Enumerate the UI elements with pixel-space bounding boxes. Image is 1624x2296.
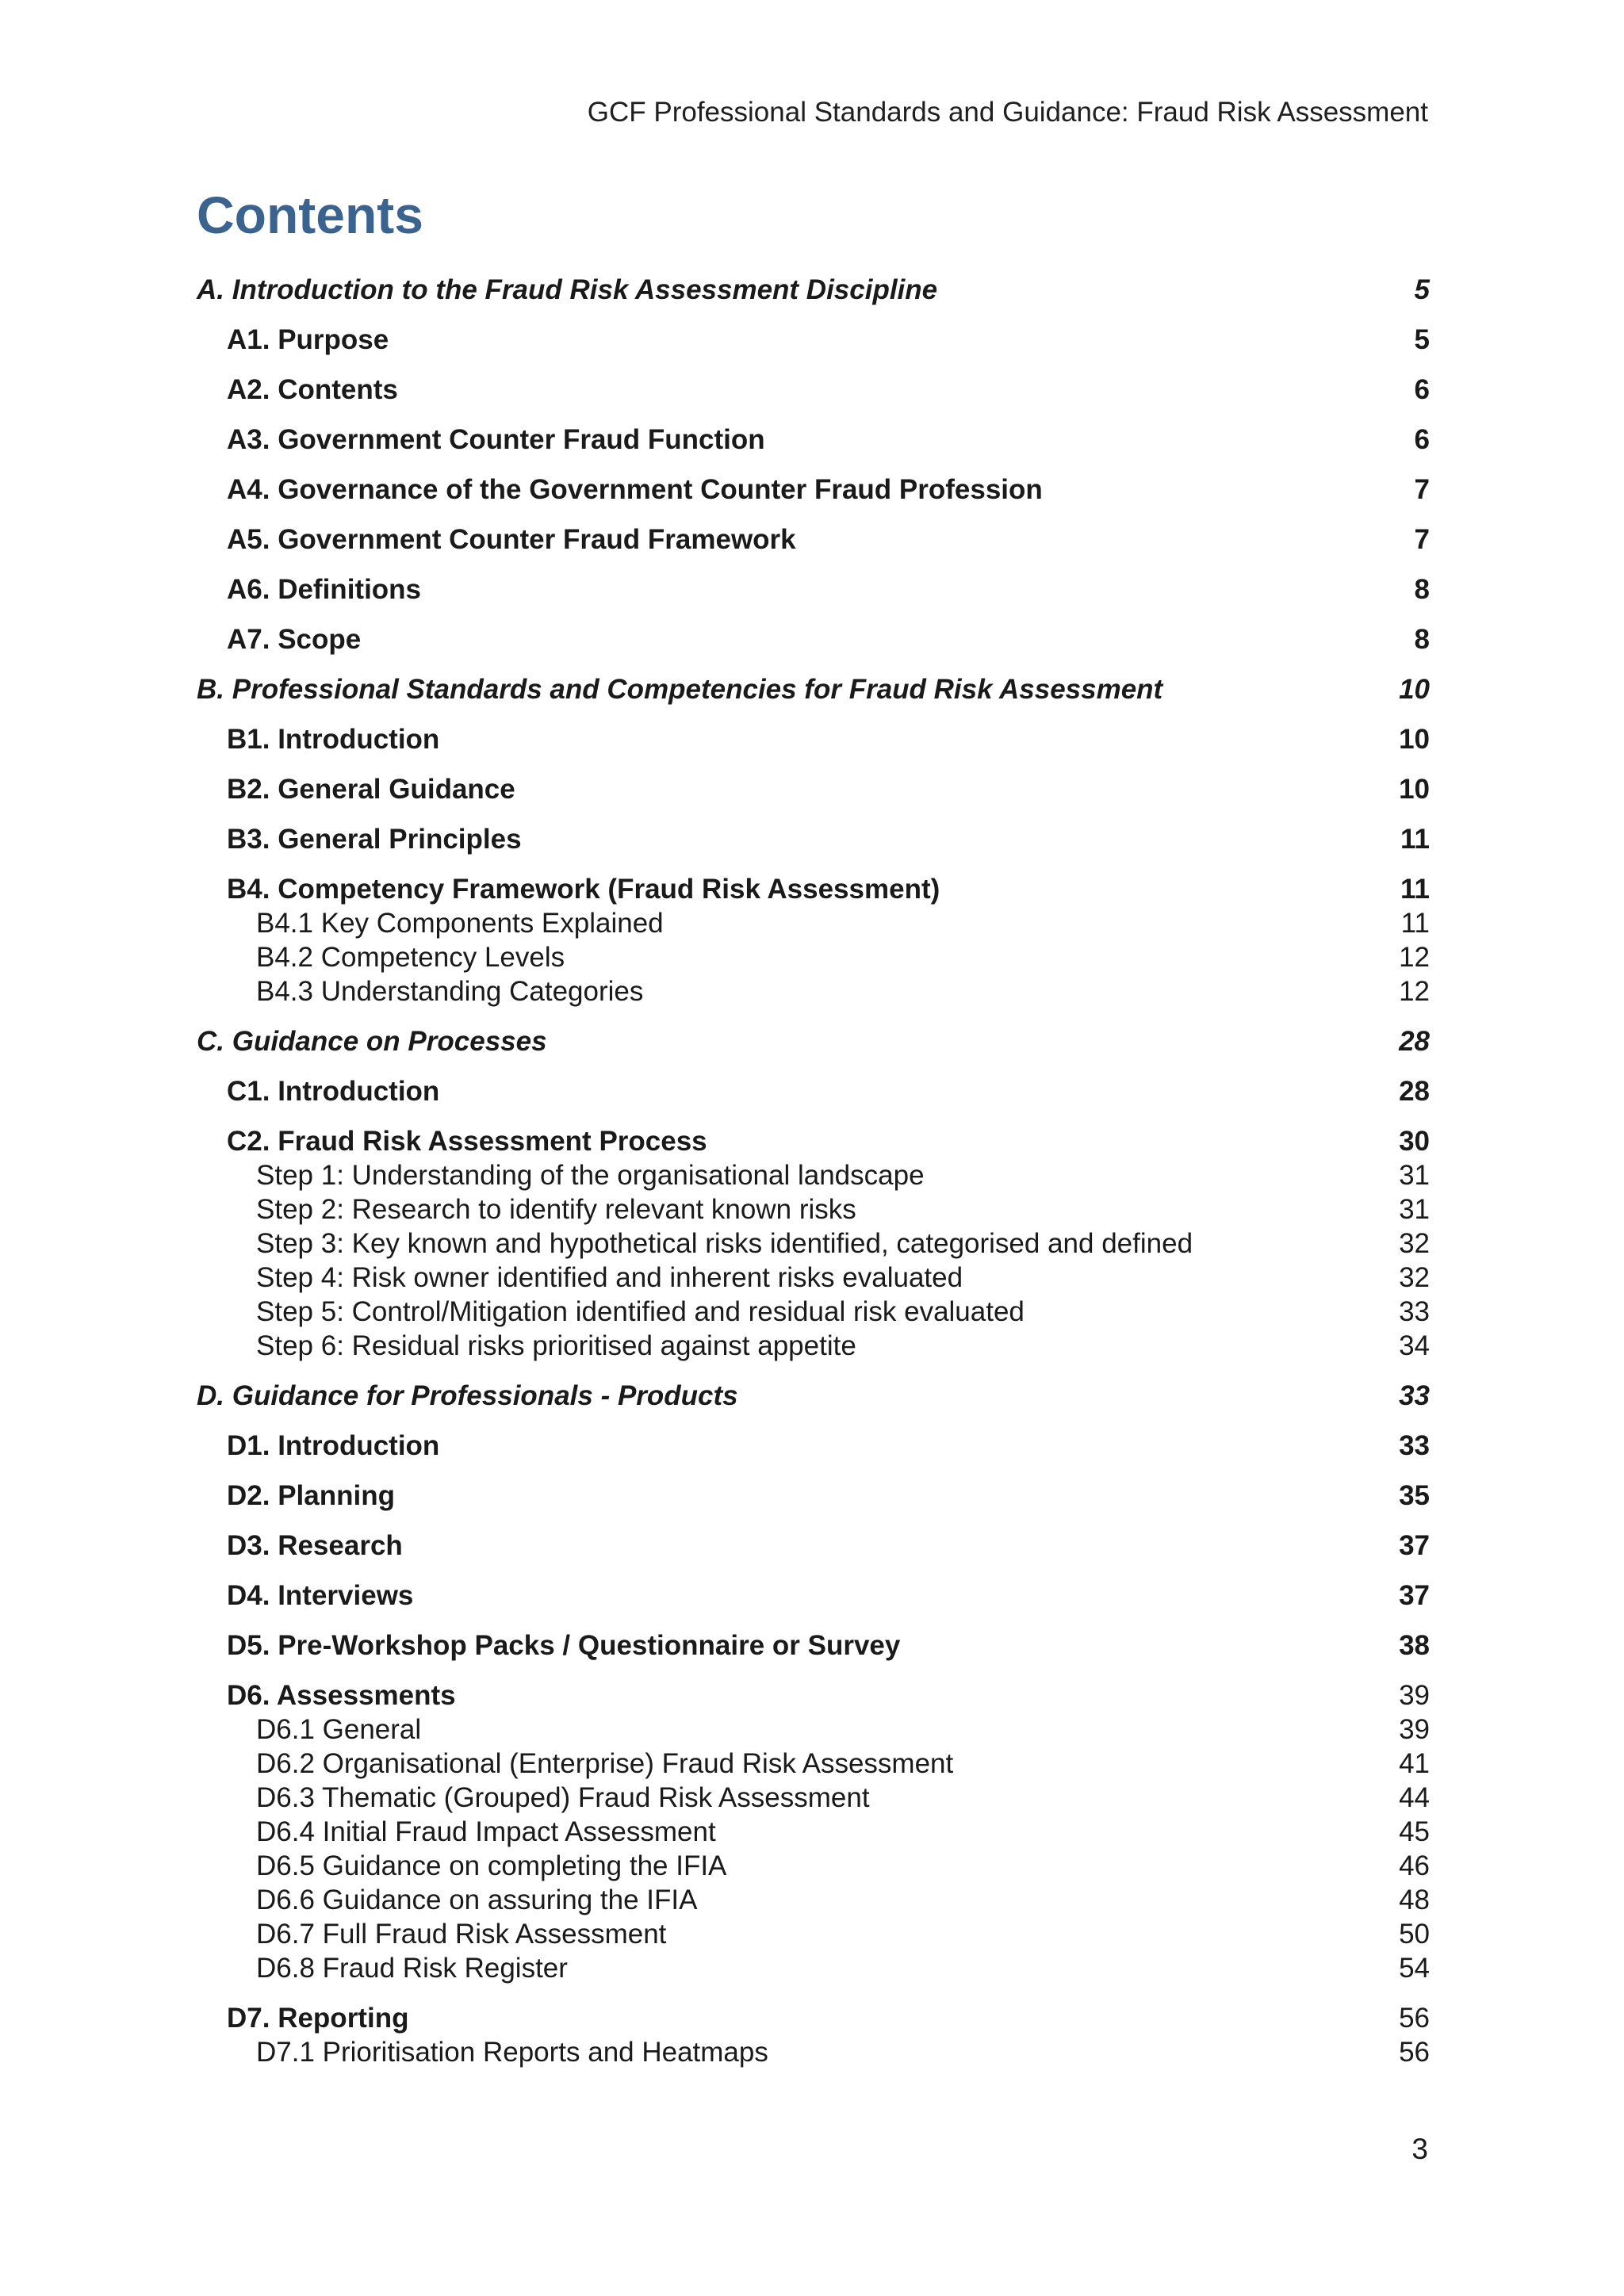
- toc-entry-title: B1. Introduction: [227, 724, 440, 755]
- toc-entry-title: D4. Interviews: [227, 1580, 414, 1611]
- toc-entry-title: D3. Research: [227, 1530, 403, 1561]
- toc-entry-title: D7.1 Prioritisation Reports and Heatmaps: [256, 2037, 768, 2068]
- toc-entry-page: 11: [1400, 824, 1430, 855]
- toc-entry-page: 7: [1414, 474, 1430, 505]
- toc-entry-title: B4.1 Key Components Explained: [256, 908, 664, 939]
- toc-item[interactable]: [197, 572, 1430, 607]
- toc-entry-page: 48: [1399, 1885, 1430, 1915]
- toc-subitem[interactable]: [197, 1261, 1430, 1295]
- toc-entry-page: 46: [1399, 1850, 1430, 1881]
- toc-entry-page: 28: [1399, 1026, 1430, 1057]
- toc-entry-page: 35: [1399, 1480, 1430, 1511]
- toc-item[interactable]: [197, 1678, 1430, 1712]
- toc-entry-title: A1. Purpose: [227, 324, 389, 355]
- toc-entry-title: C. Guidance on Processes: [197, 1026, 547, 1057]
- toc-entry-title: Step 2: Research to identify relevant known risks: [256, 1194, 856, 1225]
- toc-item[interactable]: [197, 473, 1430, 507]
- toc-item[interactable]: [197, 1124, 1430, 1158]
- toc-item[interactable]: [197, 1429, 1430, 1463]
- toc-entry-page: 5: [1414, 324, 1430, 355]
- toc-item[interactable]: [197, 772, 1430, 806]
- page-title: Contents: [197, 186, 423, 244]
- toc-subitem[interactable]: [197, 1951, 1430, 1985]
- table-of-contents: [197, 273, 1430, 2069]
- toc-entry-title: Step 6: Residual risks prioritised against appetite: [256, 1330, 856, 1361]
- toc-subitem[interactable]: [197, 1883, 1430, 1917]
- toc-entry-page: 33: [1399, 1430, 1430, 1461]
- toc-item[interactable]: [197, 1578, 1430, 1613]
- toc-entry-page: 11: [1400, 874, 1430, 905]
- toc-entry-page: 12: [1399, 942, 1430, 973]
- toc-entry-page: 11: [1400, 908, 1430, 939]
- toc-entry-page: 30: [1399, 1126, 1430, 1157]
- toc-entry-page: 10: [1399, 674, 1430, 705]
- toc-subitem[interactable]: [197, 1295, 1430, 1329]
- toc-item[interactable]: [197, 2001, 1430, 2035]
- toc-section[interactable]: [197, 672, 1430, 706]
- toc-item[interactable]: [197, 1479, 1430, 1513]
- toc-item[interactable]: [197, 1628, 1430, 1663]
- toc-entry-page: 44: [1399, 1782, 1430, 1813]
- toc-entry-page: 5: [1414, 274, 1430, 305]
- toc-entry-page: 37: [1399, 1530, 1430, 1561]
- toc-entry-page: 31: [1399, 1194, 1430, 1225]
- toc-entry-title: B2. General Guidance: [227, 774, 515, 805]
- toc-entry-title: Step 4: Risk owner identified and inherent risks evaluated: [256, 1262, 963, 1293]
- toc-subitem[interactable]: [197, 1849, 1430, 1883]
- toc-entry-page: 39: [1399, 1714, 1430, 1745]
- toc-entry-title: A5. Government Counter Fraud Framework: [227, 524, 796, 555]
- toc-entry-title: Step 1: Understanding of the organisational landscape: [256, 1160, 925, 1191]
- toc-section[interactable]: [197, 273, 1430, 307]
- toc-entry-title: D6.6 Guidance on assuring the IFIA: [256, 1885, 698, 1915]
- toc-entry-title: D5. Pre-Workshop Packs / Questionnaire or Survey: [227, 1630, 901, 1661]
- toc-entry-title: D6.2 Organisational (Enterprise) Fraud Risk Assessment: [256, 1748, 954, 1779]
- toc-section[interactable]: [197, 1379, 1430, 1413]
- toc-entry-title: D6.4 Initial Fraud Impact Assessment: [256, 1816, 716, 1847]
- toc-entry-title: A7. Scope: [227, 624, 362, 655]
- toc-entry-page: 10: [1399, 724, 1430, 755]
- toc-entry-title: Step 3: Key known and hypothetical risks identified, categorised and defined: [256, 1228, 1193, 1259]
- toc-entry-title: D7. Reporting: [227, 2003, 409, 2034]
- toc-entry-page: 8: [1414, 574, 1430, 605]
- toc-item[interactable]: [197, 622, 1430, 656]
- toc-entry-title: Step 5: Control/Mitigation identified and residual risk evaluated: [256, 1296, 1025, 1327]
- toc-section[interactable]: [197, 1024, 1430, 1058]
- toc-entry-page: 56: [1399, 2003, 1430, 2034]
- toc-entry-page: 33: [1399, 1380, 1430, 1411]
- toc-entry-page: 32: [1399, 1262, 1430, 1293]
- toc-item[interactable]: [197, 522, 1430, 557]
- toc-item[interactable]: [197, 373, 1430, 407]
- toc-subitem[interactable]: [197, 1329, 1430, 1363]
- toc-entry-title: D6. Assessments: [227, 1680, 456, 1711]
- toc-subitem[interactable]: [197, 1712, 1430, 1747]
- toc-entry-page: 38: [1399, 1630, 1430, 1661]
- toc-subitem[interactable]: [197, 1192, 1430, 1226]
- toc-subitem[interactable]: [197, 1158, 1430, 1192]
- toc-entry-page: 39: [1399, 1680, 1430, 1711]
- toc-subitem[interactable]: [197, 1815, 1430, 1849]
- toc-entry-title: D1. Introduction: [227, 1430, 440, 1461]
- toc-entry-title: A3. Government Counter Fraud Function: [227, 424, 765, 455]
- page-number: 3: [1411, 2133, 1428, 2165]
- toc-entry-title: A2. Contents: [227, 374, 398, 405]
- toc-entry-title: B4. Competency Framework (Fraud Risk Assessment): [227, 874, 940, 905]
- toc-entry-page: 12: [1399, 976, 1430, 1007]
- toc-entry-page: 33: [1399, 1296, 1430, 1327]
- toc-entry-title: B3. General Principles: [227, 824, 522, 855]
- toc-entry-title: C1. Introduction: [227, 1076, 440, 1107]
- toc-subitem[interactable]: [197, 1226, 1430, 1261]
- toc-item[interactable]: [197, 822, 1430, 856]
- toc-item[interactable]: [197, 1074, 1430, 1108]
- toc-entry-page: 6: [1414, 424, 1430, 455]
- toc-item[interactable]: [197, 423, 1430, 457]
- toc-subitem[interactable]: [197, 1747, 1430, 1781]
- toc-item[interactable]: [197, 323, 1430, 357]
- toc-entry-page: 56: [1399, 2037, 1430, 2068]
- toc-subitem[interactable]: [197, 940, 1430, 974]
- toc-subitem[interactable]: [197, 2035, 1430, 2069]
- toc-entry-title: A. Introduction to the Fraud Risk Assessment Discipline: [197, 274, 938, 305]
- toc-item[interactable]: [197, 1529, 1430, 1563]
- toc-entry-title: D2. Planning: [227, 1480, 395, 1511]
- toc-subitem[interactable]: [197, 1917, 1430, 1951]
- toc-entry-title: D. Guidance for Professionals - Products: [197, 1380, 738, 1411]
- toc-entry-page: 54: [1399, 1953, 1430, 1984]
- toc-entry-page: 34: [1399, 1330, 1430, 1361]
- toc-entry-title: D6.5 Guidance on completing the IFIA: [256, 1850, 727, 1881]
- toc-entry-page: 37: [1399, 1580, 1430, 1611]
- toc-entry-page: 10: [1399, 774, 1430, 805]
- toc-subitem[interactable]: [197, 1781, 1430, 1815]
- toc-entry-page: 45: [1399, 1816, 1430, 1847]
- toc-entry-title: D6.3 Thematic (Grouped) Fraud Risk Assessment: [256, 1782, 870, 1813]
- running-header: GCF Professional Standards and Guidance: Fraud Risk Assessment: [587, 97, 1428, 128]
- toc-item[interactable]: [197, 722, 1430, 756]
- toc-entry-page: 32: [1399, 1228, 1430, 1259]
- toc-entry-title: A4. Governance of the Government Counter Fraud Profession: [227, 474, 1043, 505]
- toc-entry-page: 28: [1399, 1076, 1430, 1107]
- toc-entry-title: C2. Fraud Risk Assessment Process: [227, 1126, 707, 1157]
- toc-entry-page: 31: [1399, 1160, 1430, 1191]
- toc-entry-title: D6.1 General: [256, 1714, 422, 1745]
- toc-item[interactable]: [197, 872, 1430, 906]
- toc-entry-page: 6: [1414, 374, 1430, 405]
- toc-entry-page: 8: [1414, 624, 1430, 655]
- toc-entry-title: A6. Definitions: [227, 574, 422, 605]
- toc-entry-title: B4.2 Competency Levels: [256, 942, 565, 973]
- toc-entry-title: D6.7 Full Fraud Risk Assessment: [256, 1919, 667, 1950]
- toc-entry-title: B4.3 Understanding Categories: [256, 976, 644, 1007]
- toc-subitem[interactable]: [197, 906, 1430, 940]
- toc-entry-page: 41: [1399, 1748, 1430, 1779]
- toc-subitem[interactable]: [197, 974, 1430, 1008]
- toc-entry-title: B. Professional Standards and Competencies for Fraud Risk Assessment: [197, 674, 1163, 705]
- toc-entry-page: 7: [1414, 524, 1430, 555]
- toc-entry-title: D6.8 Fraud Risk Register: [256, 1953, 568, 1984]
- toc-entry-page: 50: [1399, 1919, 1430, 1950]
